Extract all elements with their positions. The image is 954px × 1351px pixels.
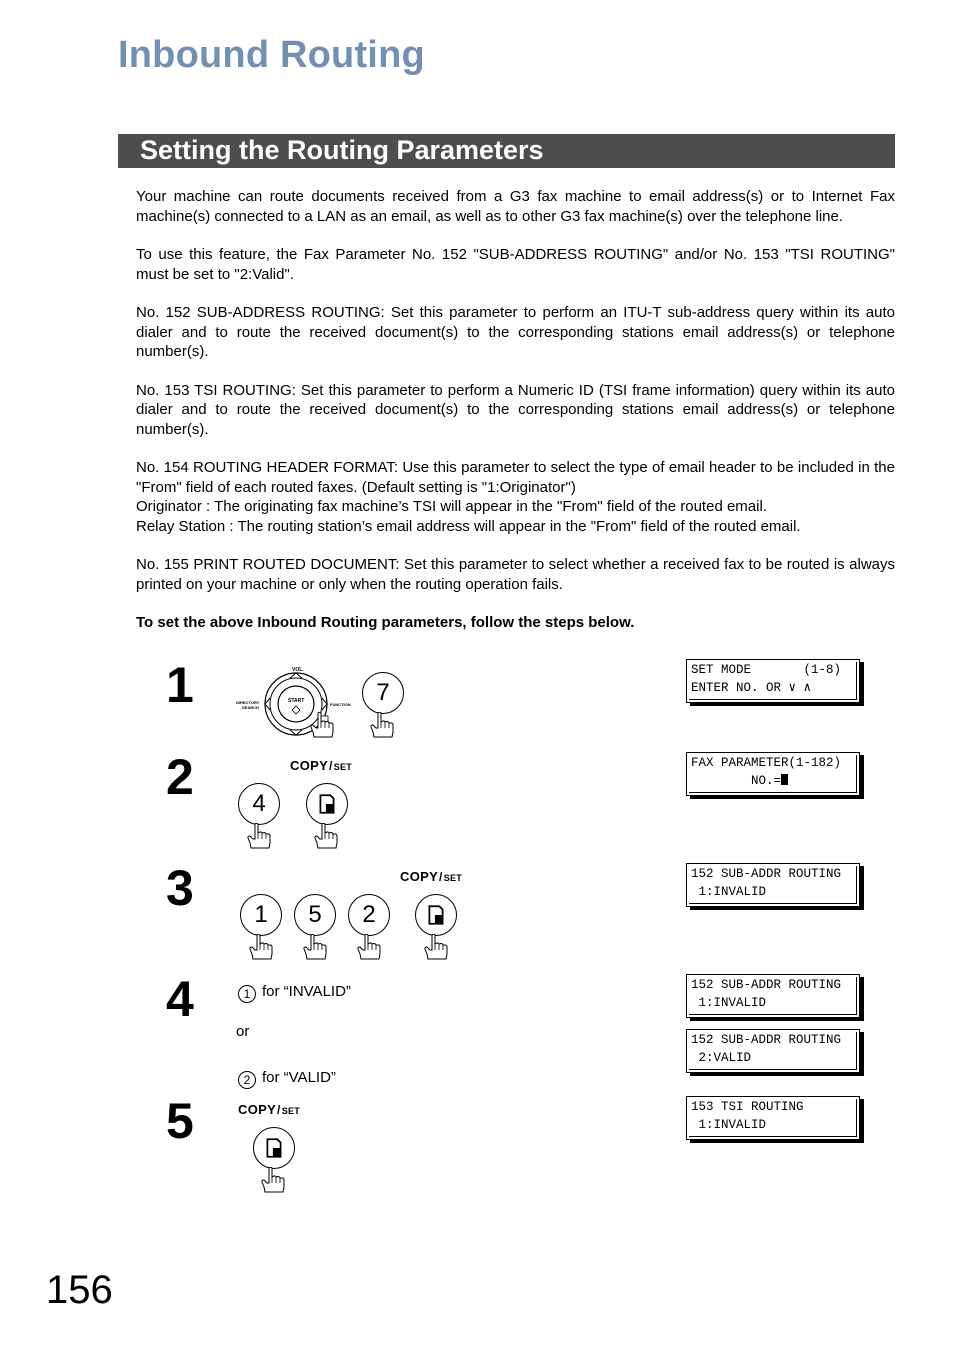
lcd-line [691,772,788,790]
paragraph-param-153: No. 153 TSI ROUTING: Set this parameter to perform a Numeric ID (TSI frame information) query within its auto dialer and to route the received document(s) to the corresponding stations email address(s) or telephone number(s). [136,381,895,438]
set-label: SET [443,873,463,883]
lcd-line: 153 TSI ROUTING [691,1100,804,1114]
copy-set-button[interactable] [415,894,457,936]
lcd-line: 1:INVALID [691,996,767,1010]
copy-set-separator: / [277,1103,281,1117]
copy-set-button[interactable] [306,783,348,825]
paragraph-param-152: No. 152 SUB-ADDRESS ROUTING: Set this parameter to perform an ITU-T sub-address query within its auto dialer and to route the received document(s) to the corresponding stations email address(s) or telephone number(s). [136,304,895,360]
lcd-line: 152 SUB-ADDR ROUTING [691,867,842,881]
svg-text:SEARCH: SEARCH [242,705,259,710]
step-4-number: 4 [166,971,194,1027]
copy-document-icon [263,1137,285,1159]
or-label: or [236,1023,250,1040]
paragraph-param-155: No. 155 PRINT ROUTED DOCUMENT: Set this parameter to select whether a received fax to be routed is always printed on your machine or only when the routing operation fails. [136,556,895,593]
finger-press-icon [357,934,383,960]
svg-text:DIRECTORY: DIRECTORY [236,700,260,705]
lcd-display-step1 [686,659,860,703]
lcd-line: 152 SUB-ADDR ROUTING [691,1033,842,1047]
copy-set-separator: / [329,759,333,773]
body-text [136,187,895,652]
finger-press-icon [247,823,273,849]
finger-press-icon [249,934,275,960]
option-invalid [238,983,351,1003]
copy-document-icon [425,904,447,926]
lcd-display-step4-invalid [686,974,860,1018]
copy-label: COPY [238,1102,277,1117]
option-label: for “VALID” [262,1069,336,1086]
option-label: for “INVALID” [262,983,351,1000]
lcd-line: 1:INVALID [691,1118,767,1132]
circled-number: 2 [238,1071,256,1089]
key-4[interactable]: 4 [238,783,280,825]
copy-label: COPY [290,758,329,773]
finger-press-icon [261,1167,287,1193]
circled-number: 1 [238,985,256,1003]
svg-text:VOL.: VOL. [292,667,304,673]
lcd-line: ENTER NO. OR ∨ ∧ [691,681,812,695]
instruction-heading: To set the above Inbound Routing parameters, follow the steps below. [136,614,635,631]
section-header [118,134,895,168]
paragraph-relay-station: Relay Station : The routing station’s email address will appear in the "From" field of the routed email. [136,517,801,535]
finger-press-icon [310,712,336,738]
finger-press-icon [424,934,450,960]
copy-label: COPY [400,869,439,884]
key-7[interactable]: 7 [362,672,404,714]
paragraph-requirement: To use this feature, the Fax Parameter No. 152 "SUB-ADDRESS ROUTING" and/or No. 153 "TSI ROUTING" must be set to "2:Valid". [136,246,895,283]
lcd-line: 152 SUB-ADDR ROUTING [691,978,842,992]
step-5-number: 5 [166,1093,194,1149]
finger-press-icon [314,823,340,849]
svg-text:START: START [288,698,305,704]
step-3-number: 3 [166,860,194,916]
lcd-line: SET MODE (1-8) [691,663,842,677]
lcd-display-step4-valid [686,1029,860,1073]
copy-set-label [238,1102,300,1117]
lcd-line: 2:VALID [691,1051,752,1065]
key-5[interactable]: 5 [294,894,336,936]
section-title: Setting the Routing Parameters [140,135,544,165]
lcd-cursor [781,774,788,785]
key-2[interactable]: 2 [348,894,390,936]
step-1-number: 1 [166,657,194,713]
key-1[interactable]: 1 [240,894,282,936]
copy-set-label [290,758,352,773]
finger-press-icon [303,934,329,960]
control-panel [234,664,358,742]
lcd-line: FAX PARAMETER(1-182) [691,756,842,770]
page-title: Inbound Routing [118,34,425,76]
lcd-text: NO.= [691,774,782,788]
paragraph-originator: Originator : The originating fax machine’s TSI will appear in the "From" field of the routed email. [136,498,767,515]
finger-press-icon [370,712,396,738]
copy-set-label [400,869,462,884]
copy-set-button[interactable] [253,1127,295,1169]
copy-set-separator: / [439,870,443,884]
lcd-display-step2 [686,752,860,796]
option-valid [238,1069,336,1089]
lcd-display-step5 [686,1096,860,1140]
set-label: SET [281,1106,301,1116]
copy-document-icon [316,793,338,815]
navigation-pad-icon [234,664,358,742]
lcd-line: 1:INVALID [691,885,767,899]
set-label: SET [333,762,353,772]
paragraph-param-154: No. 154 ROUTING HEADER FORMAT: Use this parameter to select the type of email header to be included in the "From" field of each routed faxes. (Default setting is "1:Originator") [136,459,895,496]
lcd-display-step3 [686,863,860,907]
step-2-number: 2 [166,749,194,805]
page-number: 156 [46,1268,113,1312]
paragraph-intro: Your machine can route documents received from a G3 fax machine to email address(s) or to Internet Fax machine(s) connected to a LAN as an email, as well as to other G3 fax machine(s) over the telephone line. [136,188,895,225]
svg-text:FUNCTION: FUNCTION [330,702,351,707]
